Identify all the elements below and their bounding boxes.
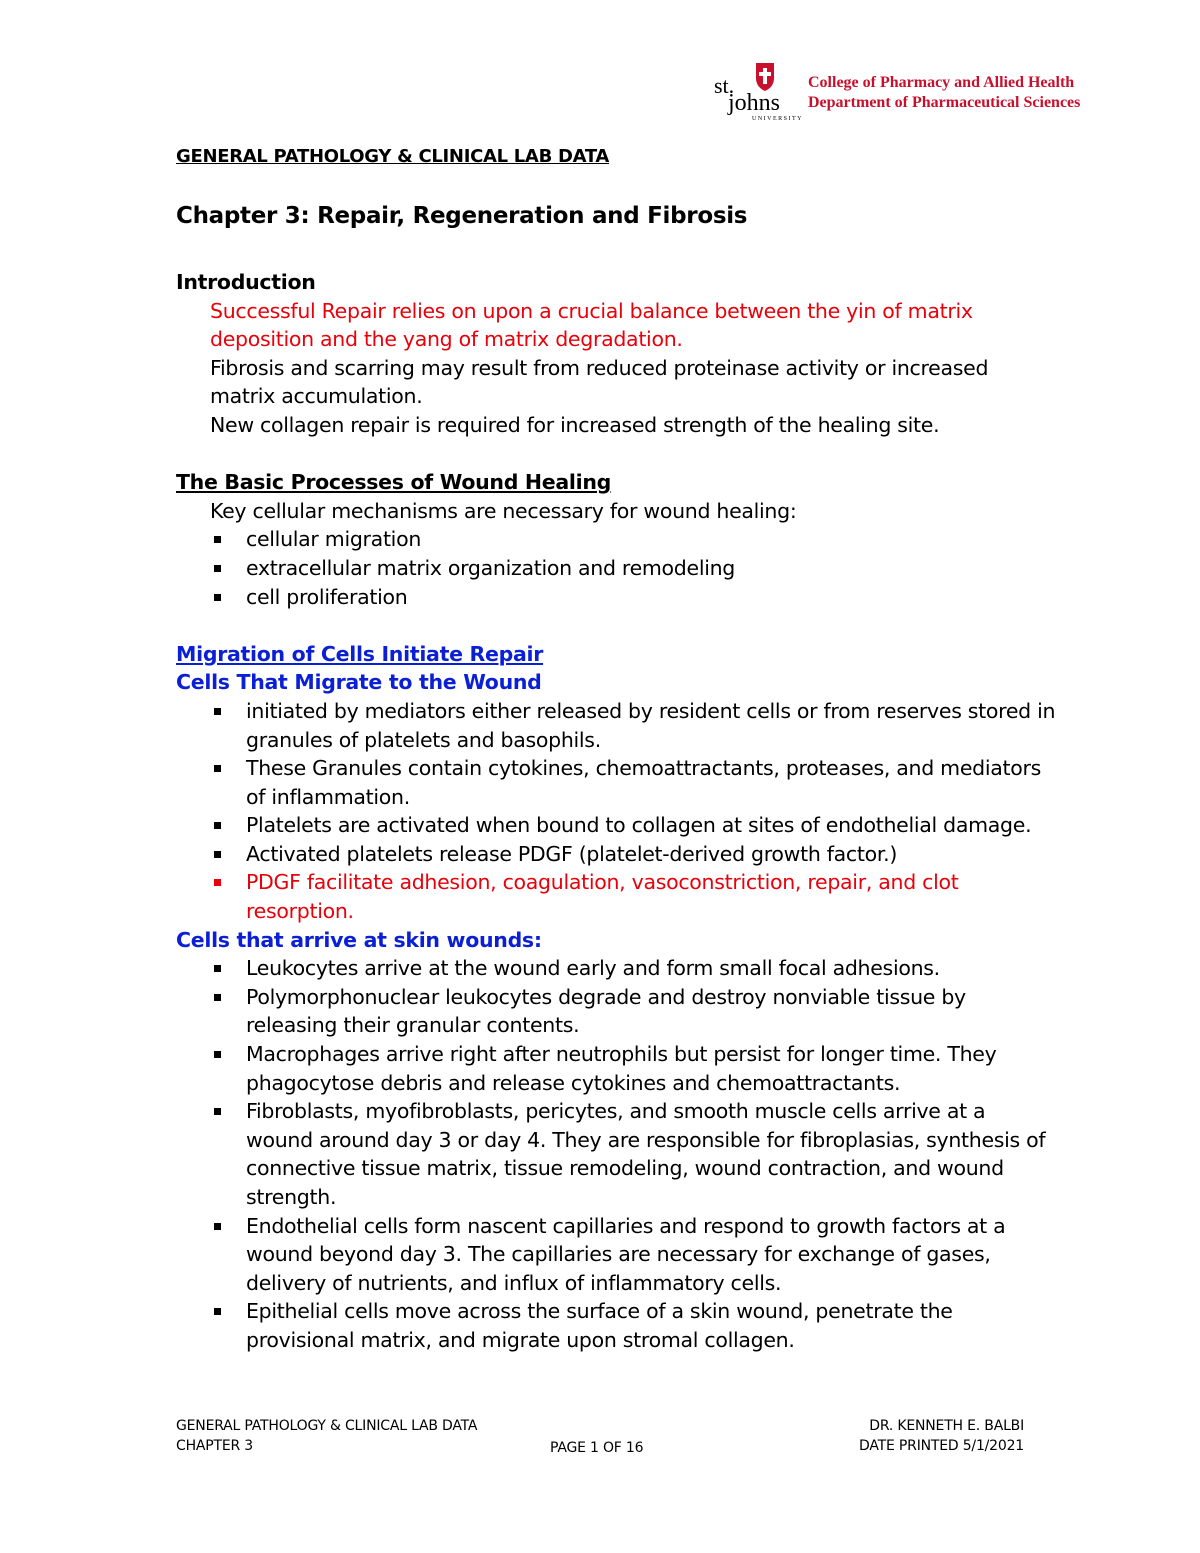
bullet-square-icon	[214, 965, 221, 972]
bullet-square-icon	[214, 565, 221, 572]
intro-paragraph-3: New collagen repair is required for increased strength of the healing site.	[210, 412, 940, 437]
list-item: Polymorphonuclear leukocytes degrade and destroy nonviable tissue by releasing their granular contents.	[214, 983, 1056, 1040]
intro-paragraph-2: Fibrosis and scarring may result from reduced proteinase activity or increased matrix accumulation.	[210, 355, 989, 409]
bullet-square-icon	[214, 1223, 221, 1230]
bullet-square-icon	[214, 879, 221, 886]
migration-list	[176, 697, 1056, 926]
list-item: These Granules contain cytokines, chemoattractants, proteases, and mediators of inflammation.	[214, 754, 1056, 811]
list-item: PDGF facilitate adhesion, coagulation, vasoconstriction, repair, and clot resorption.	[214, 868, 1056, 925]
bullet-square-icon	[214, 1108, 221, 1115]
svg-text:st.: st.	[714, 73, 735, 98]
list-item: cellular migration	[214, 525, 1056, 554]
footer-page-number: PAGE 1 OF 16	[550, 1440, 644, 1456]
list-item: Activated platelets release PDGF (platelet-derived growth factor.)	[214, 840, 1056, 869]
list-item: extracellular matrix organization and remodeling	[214, 554, 1056, 583]
page-footer	[176, 1416, 1024, 1460]
intro-heading: Introduction	[176, 270, 316, 294]
department-name: Department of Pharmaceutical Sciences	[808, 94, 1081, 111]
list-item: Platelets are activated when bound to collagen at sites of endothelial damage.	[214, 811, 1056, 840]
footer-left	[176, 1416, 477, 1456]
document-title: GENERAL PATHOLOGY & CLINICAL LAB DATA	[176, 146, 610, 167]
college-name: College of Pharmacy and Allied Health	[808, 74, 1075, 91]
footer-course: GENERAL PATHOLOGY & CLINICAL LAB DATA	[176, 1418, 478, 1434]
bullet-square-icon	[214, 765, 221, 772]
footer-chapter: CHAPTER 3	[176, 1438, 254, 1454]
svg-text:UNIVERSITY: UNIVERSITY	[752, 116, 802, 122]
bullet-square-icon	[214, 851, 221, 858]
list-item: cell proliferation	[214, 583, 1056, 612]
bullet-square-icon	[214, 822, 221, 829]
bullet-square-icon	[214, 708, 221, 715]
document-body	[176, 268, 1056, 1355]
bullet-square-icon	[214, 1051, 221, 1058]
list-item: Epithelial cells move across the surface of a skin wound, penetrate the provisional matrix, and migrate upon stromal collagen.	[214, 1297, 1056, 1354]
svg-text:johns: johns	[728, 90, 781, 116]
skin-wounds-heading: Cells that arrive at skin wounds:	[176, 927, 542, 952]
basic-processes-list	[176, 525, 1056, 611]
bullet-square-icon	[214, 536, 221, 543]
bullet-square-icon	[214, 994, 221, 1001]
migration-heading: Migration of Cells Initiate Repair	[176, 641, 544, 666]
list-item: Leukocytes arrive at the wound early and form small focal adhesions.	[214, 954, 1056, 983]
basic-processes-heading: The Basic Processes of Wound Healing	[176, 470, 612, 495]
basic-processes-lead: Key cellular mechanisms are necessary for wound healing:	[210, 498, 797, 523]
footer-right	[859, 1416, 1024, 1456]
list-item: initiated by mediators either released by resident cells or from reserves stored in granules of platelets and basophils.	[214, 697, 1056, 754]
header-org	[808, 73, 1080, 113]
intro-paragraph-1: Successful Repair relies on upon a crucial balance between the yin of matrix deposition and the yang of matrix degradation.	[210, 298, 973, 352]
skin-wounds-list	[176, 954, 1056, 1354]
chapter-title: Chapter 3: Repair, Regeneration and Fibrosis	[176, 203, 748, 229]
footer-date: DATE PRINTED 5/1/2021	[859, 1438, 1024, 1454]
bullet-square-icon	[214, 594, 221, 601]
list-item: Macrophages arrive right after neutrophils but persist for longer time. They phagocytose debris and release cytokines and chemoattractants.	[214, 1040, 1056, 1097]
list-item: Fibroblasts, myofibroblasts, pericytes, and smooth muscle cells arrive at a wound around day 3 or day 4. They are responsible for fibroplasias, synthesis of connective tissue matrix, tissue remodeling, wound contraction, and wound strength.	[214, 1097, 1056, 1211]
migration-subheading: Cells That Migrate to the Wound	[176, 670, 542, 695]
bullet-square-icon	[214, 1308, 221, 1315]
st-johns-logo	[712, 60, 802, 122]
footer-author: DR. KENNETH E. BALBI	[869, 1418, 1024, 1434]
list-item: Endothelial cells form nascent capillaries and respond to growth factors at a wound beyond day 3. The capillaries are necessary for exchange of gases, delivery of nutrients, and influx of inflammatory cells.	[214, 1212, 1056, 1298]
